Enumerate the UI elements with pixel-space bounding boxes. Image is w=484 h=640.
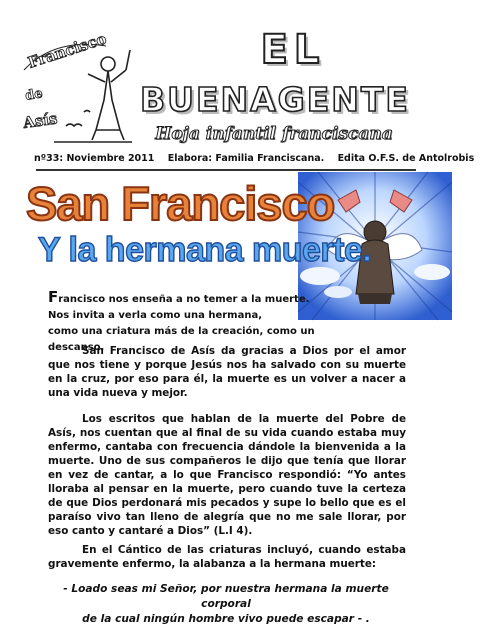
intro-line-2: Nos invita a verla como una hermana, — [48, 310, 262, 321]
headline-subtitle: Y la hermana muerte. — [38, 231, 372, 269]
issue-number: nº33: Noviembre 2011 — [34, 153, 155, 164]
canticle-quote — [40, 582, 412, 627]
masthead-title: BUENAGENTE — [140, 80, 410, 119]
headline-title: San Francisco — [26, 177, 335, 230]
quote-line-2: de la cual ningún hombre vivo puede escapar - . — [82, 613, 370, 625]
svg-text:Francisco: Francisco — [25, 29, 109, 72]
author-credit: Elabora: Familia Franciscana. — [167, 153, 325, 164]
intro-line-3: como una criatura más de la creación, como un descanso. — [48, 326, 315, 353]
svg-text:Asís: Asís — [22, 109, 59, 132]
masthead-subtitle: Hoja infantil franciscana — [155, 124, 393, 144]
article-paragraph-1: San Francisco de Asís da gracias a Dios por el amor que nos tiene y porque Jesús nos ha salvado con su muerte en la cruz, por eso para él, la muerte es un volver a nacer a una vida nueva y mejor. — [48, 345, 406, 399]
francisco-de-asis-logo — [14, 30, 136, 152]
masthead-divider — [36, 169, 416, 171]
quote-line-1: - Loado seas mi Señor, por nuestra hermana la muerte corporal — [63, 583, 389, 610]
drop-initial: F — [48, 288, 59, 306]
intro-line-1: Francisco nos enseña a no temer a la muerte. — [48, 288, 310, 306]
article-paragraph-2: Los escritos que hablan de la muerte del Pobre de Asís, nos cuentan que al final de su vida cuando estaba muy enfermo, cantaba con frecuencia dándole la bienvenida a la muerte. Uno de sus compañeros le dijo que tenía que llorar en vez de cantar, a lo que Francisco respondió: “Yo antes lloraba al pensar en la muerte, pero cuando tuve la certeza de que Dios perdonará mis pecados y supe lo bello que es el paraíso vivo tan lleno de alegría que no me sale llorar, por eso canto y cantaré a Dios” (L.I 4). — [48, 413, 406, 537]
svg-text:de: de — [24, 86, 44, 104]
issue-line — [34, 152, 475, 166]
masthead-title-el: EL — [260, 27, 326, 73]
article-paragraph-3: En el Cántico de las criaturas incluyó, cuando estaba gravemente enfermo, la alabanza a la hermana muerte: — [48, 544, 406, 570]
edition-credit: Edita O.F.S. de Antolrobis — [337, 153, 475, 164]
